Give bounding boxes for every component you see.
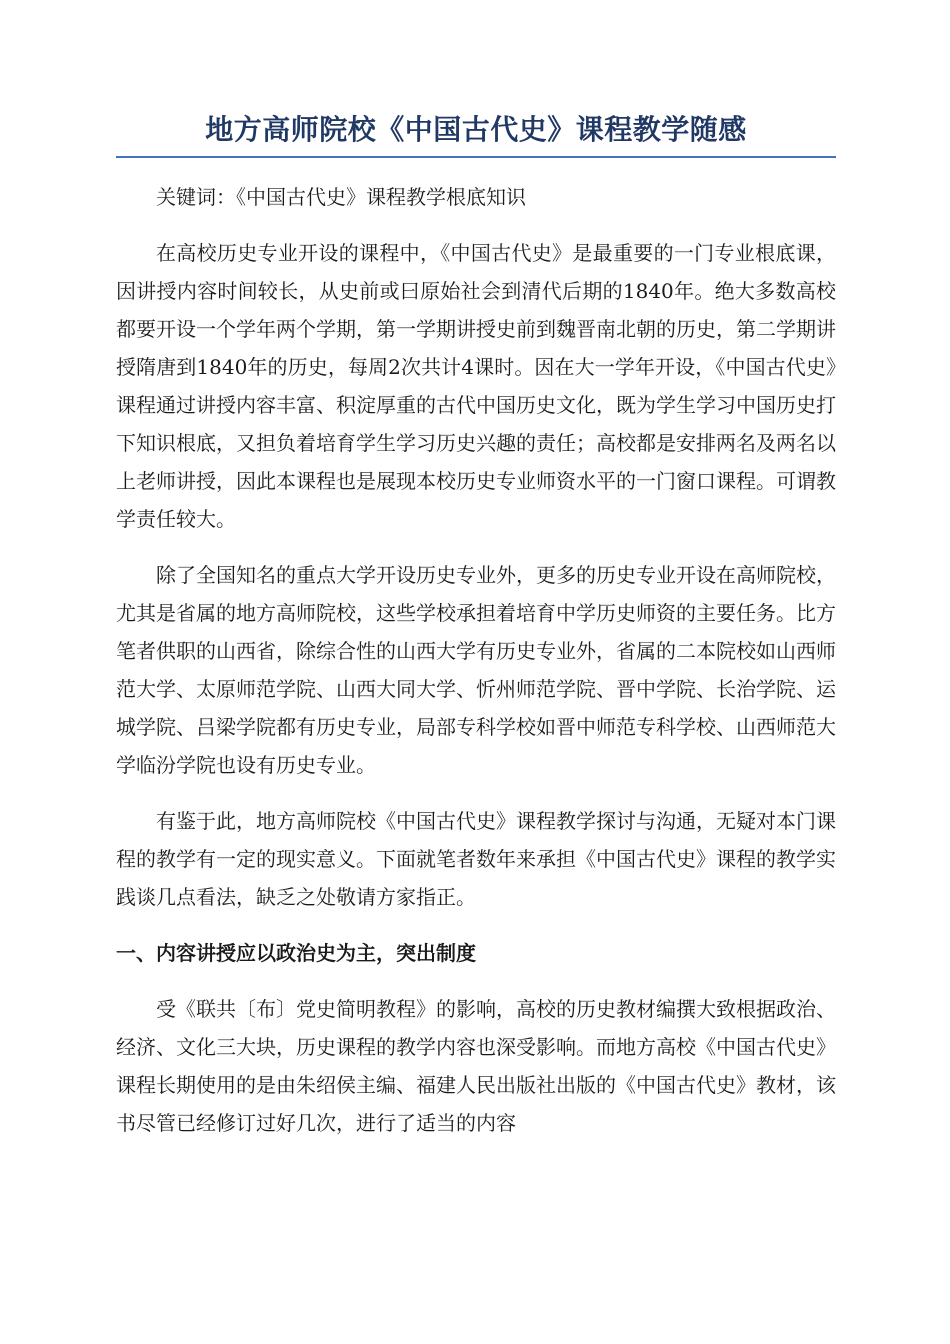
section-1-paragraph: 受《联共〔布〕党史简明教程》的影响，高校的历史教材编撰大致根据政治、经济、文化三大块，历史课程的教学内容也深受影响。而地方高校《中国古代史》课程长期使用的是由朱绍侯主编、福建人民出版社出版的《中国古代史》教材，该书尽管已经修订过好几次，进行了适当的内容 xyxy=(116,997,836,1135)
paragraph-3: 有鉴于此，地方高师院校《中国古代史》课程教学探讨与沟通，无疑对本门课程的教学有一定的现实意义。下面就笔者数年来承担《中国古代史》课程的教学实践谈几点看法，缺乏之处敬请方家指正。 xyxy=(116,809,836,909)
title-underline xyxy=(116,156,836,158)
document-title: 地方高师院校《中国古代史》课程教学随感 xyxy=(205,113,747,146)
paragraph-2: 除了全国知名的重点大学开设历史专业外，更多的历史专业开设在高师院校，尤其是省属的地方高师院校，这些学校承担着培育中学历史师资的主要任务。比方笔者供职的山西省，除综合性的山西大学有历史专业外，省属的二本院校如山西师范大学、太原师范学院、山西大同大学、忻州师范学院、晋中学院、长治学院、运城学院、吕梁学院都有历史专业，局部专科学校如晋中师范专科学校、山西师范大学临汾学院也设有历史专业。 xyxy=(116,563,836,777)
keywords-line: 关键词：《中国古代史》课程教学根底知识 xyxy=(156,185,526,209)
section-heading-1: 一、内容讲授应以政治史为主，突出制度 xyxy=(116,941,476,965)
document-page xyxy=(116,104,836,1160)
paragraph-1: 在高校历史专业开设的课程中，《中国古代史》是最重要的一门专业根底课，因讲授内容时间较长，从史前或曰原始社会到清代后期的1840年。绝大多数高校都要开设一个学年两个学期，第一学期讲授史前到魏晋南北朝的历史，第二学期讲授隋唐到1840年的历史，每周2次共计4课时。因在大一学年开设，《中国古代史》课程通过讲授内容丰富、积淀厚重的古代中国历史文化，既为学生学习中国历史打下知识根底，又担负着培育学生学习历史兴趣的责任；高校都是安排两名及两名以上老师讲授，因此本课程也是展现本校历史专业师资水平的一门窗口课程。可谓教学责任较大。 xyxy=(116,241,836,531)
